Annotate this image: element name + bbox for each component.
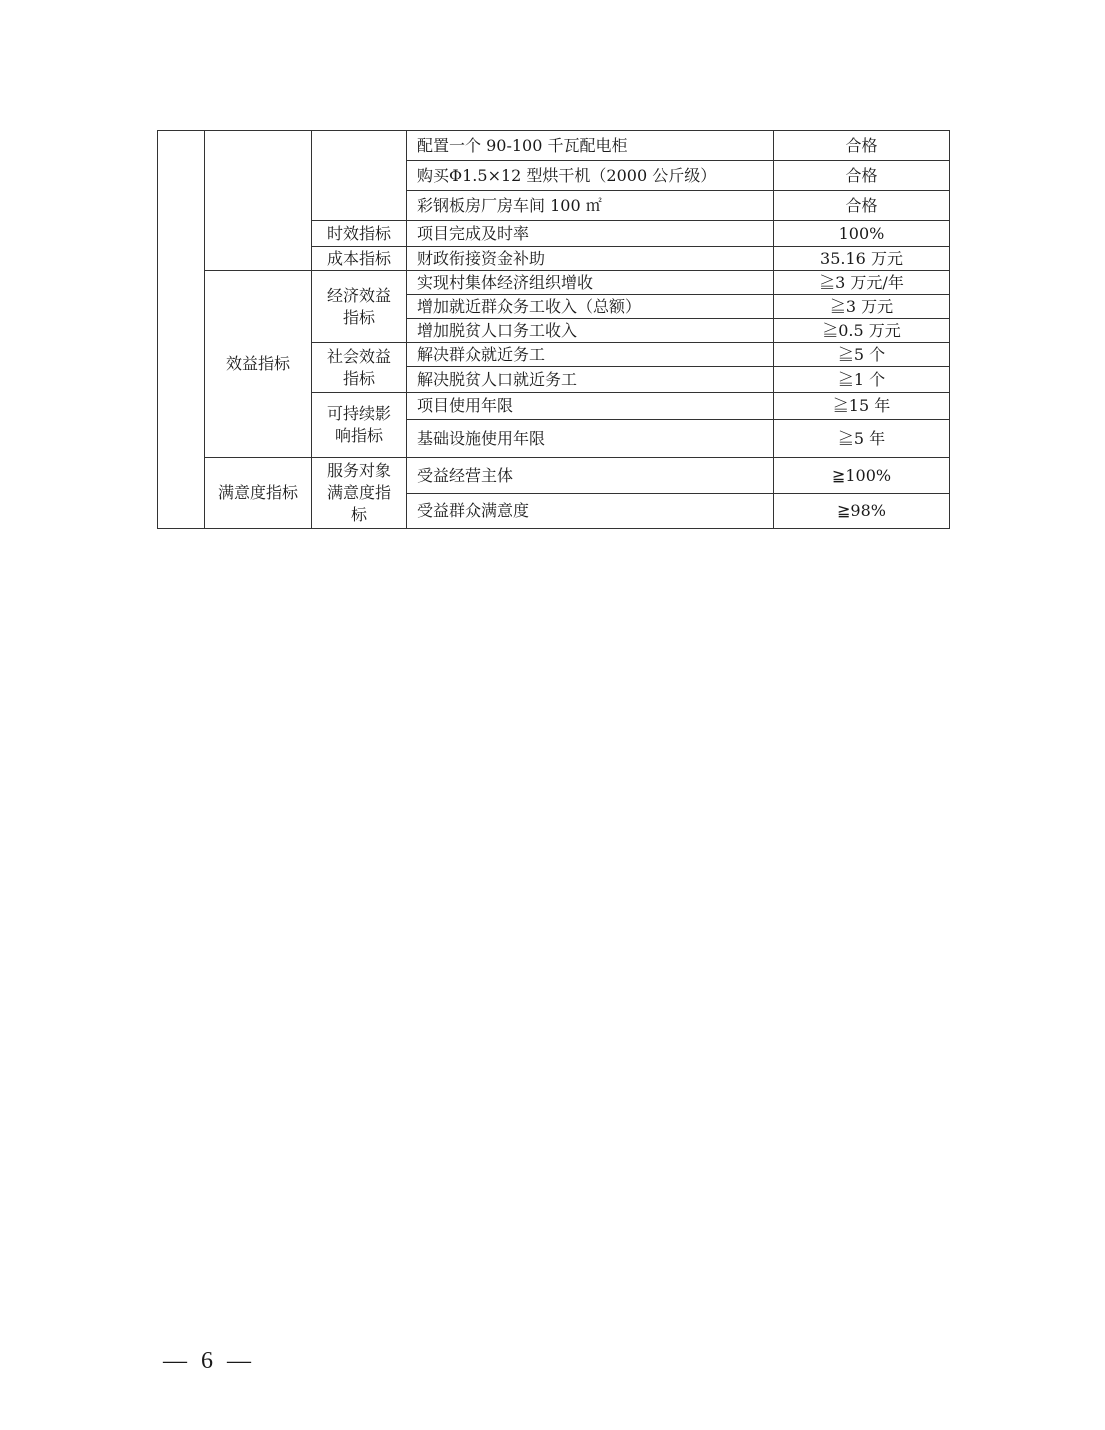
subcategory-cell: 成本指标 [312,247,407,271]
indicator-cell: 配置一个 90-100 千瓦配电柜 [407,131,774,161]
indicator-cell: 解决群众就近务工 [407,343,774,367]
value-cell: 合格 [774,191,950,221]
value-cell: 35.16 万元 [774,247,950,271]
indicator-cell: 增加脱贫人口务工收入 [407,319,774,343]
table-row [158,271,950,295]
value-cell: 合格 [774,161,950,191]
indicator-cell: 彩钢板房厂房车间 100 ㎡ [407,191,774,221]
indicator-cell: 受益群众满意度 [407,494,774,529]
indicator-cell: 项目完成及时率 [407,221,774,247]
blank-category-cell [205,131,312,271]
subcategory-cell-economic: 经济效益指标 [312,271,407,343]
category-cell-benefit: 效益指标 [205,271,312,458]
page-number: — 6 — [163,1348,255,1374]
blank-first-column-cell [158,131,205,529]
subcategory-cell-service: 服务对象满意度指标 [312,458,407,529]
subcategory-cell-sustainable: 可持续影响指标 [312,393,407,458]
indicator-cell: 实现村集体经济组织增收 [407,271,774,295]
value-cell: ≧0.5 万元 [774,319,950,343]
indicator-cell: 财政衔接资金补助 [407,247,774,271]
category-cell-satisfaction: 满意度指标 [205,458,312,529]
value-cell: ≧5 年 [774,420,950,458]
value-cell: ≧98% [774,494,950,529]
value-cell: ≧1 个 [774,367,950,393]
performance-indicator-table [157,130,950,529]
table-row [158,458,950,494]
value-cell: ≧3 万元/年 [774,271,950,295]
value-cell: ≧15 年 [774,393,950,420]
indicator-cell: 项目使用年限 [407,393,774,420]
indicator-cell: 基础设施使用年限 [407,420,774,458]
indicator-cell: 购买Φ1.5×12 型烘干机（2000 公斤级） [407,161,774,191]
table-row [158,131,950,161]
value-cell: ≧100% [774,458,950,494]
blank-subcategory-cell [312,131,407,221]
value-cell: ≧5 个 [774,343,950,367]
indicator-cell: 受益经营主体 [407,458,774,494]
subcategory-cell-social: 社会效益指标 [312,343,407,393]
value-cell: 合格 [774,131,950,161]
value-cell: ≧3 万元 [774,295,950,319]
indicator-cell: 解决脱贫人口就近务工 [407,367,774,393]
subcategory-cell: 时效指标 [312,221,407,247]
indicator-cell: 增加就近群众务工收入（总额） [407,295,774,319]
value-cell: 100% [774,221,950,247]
